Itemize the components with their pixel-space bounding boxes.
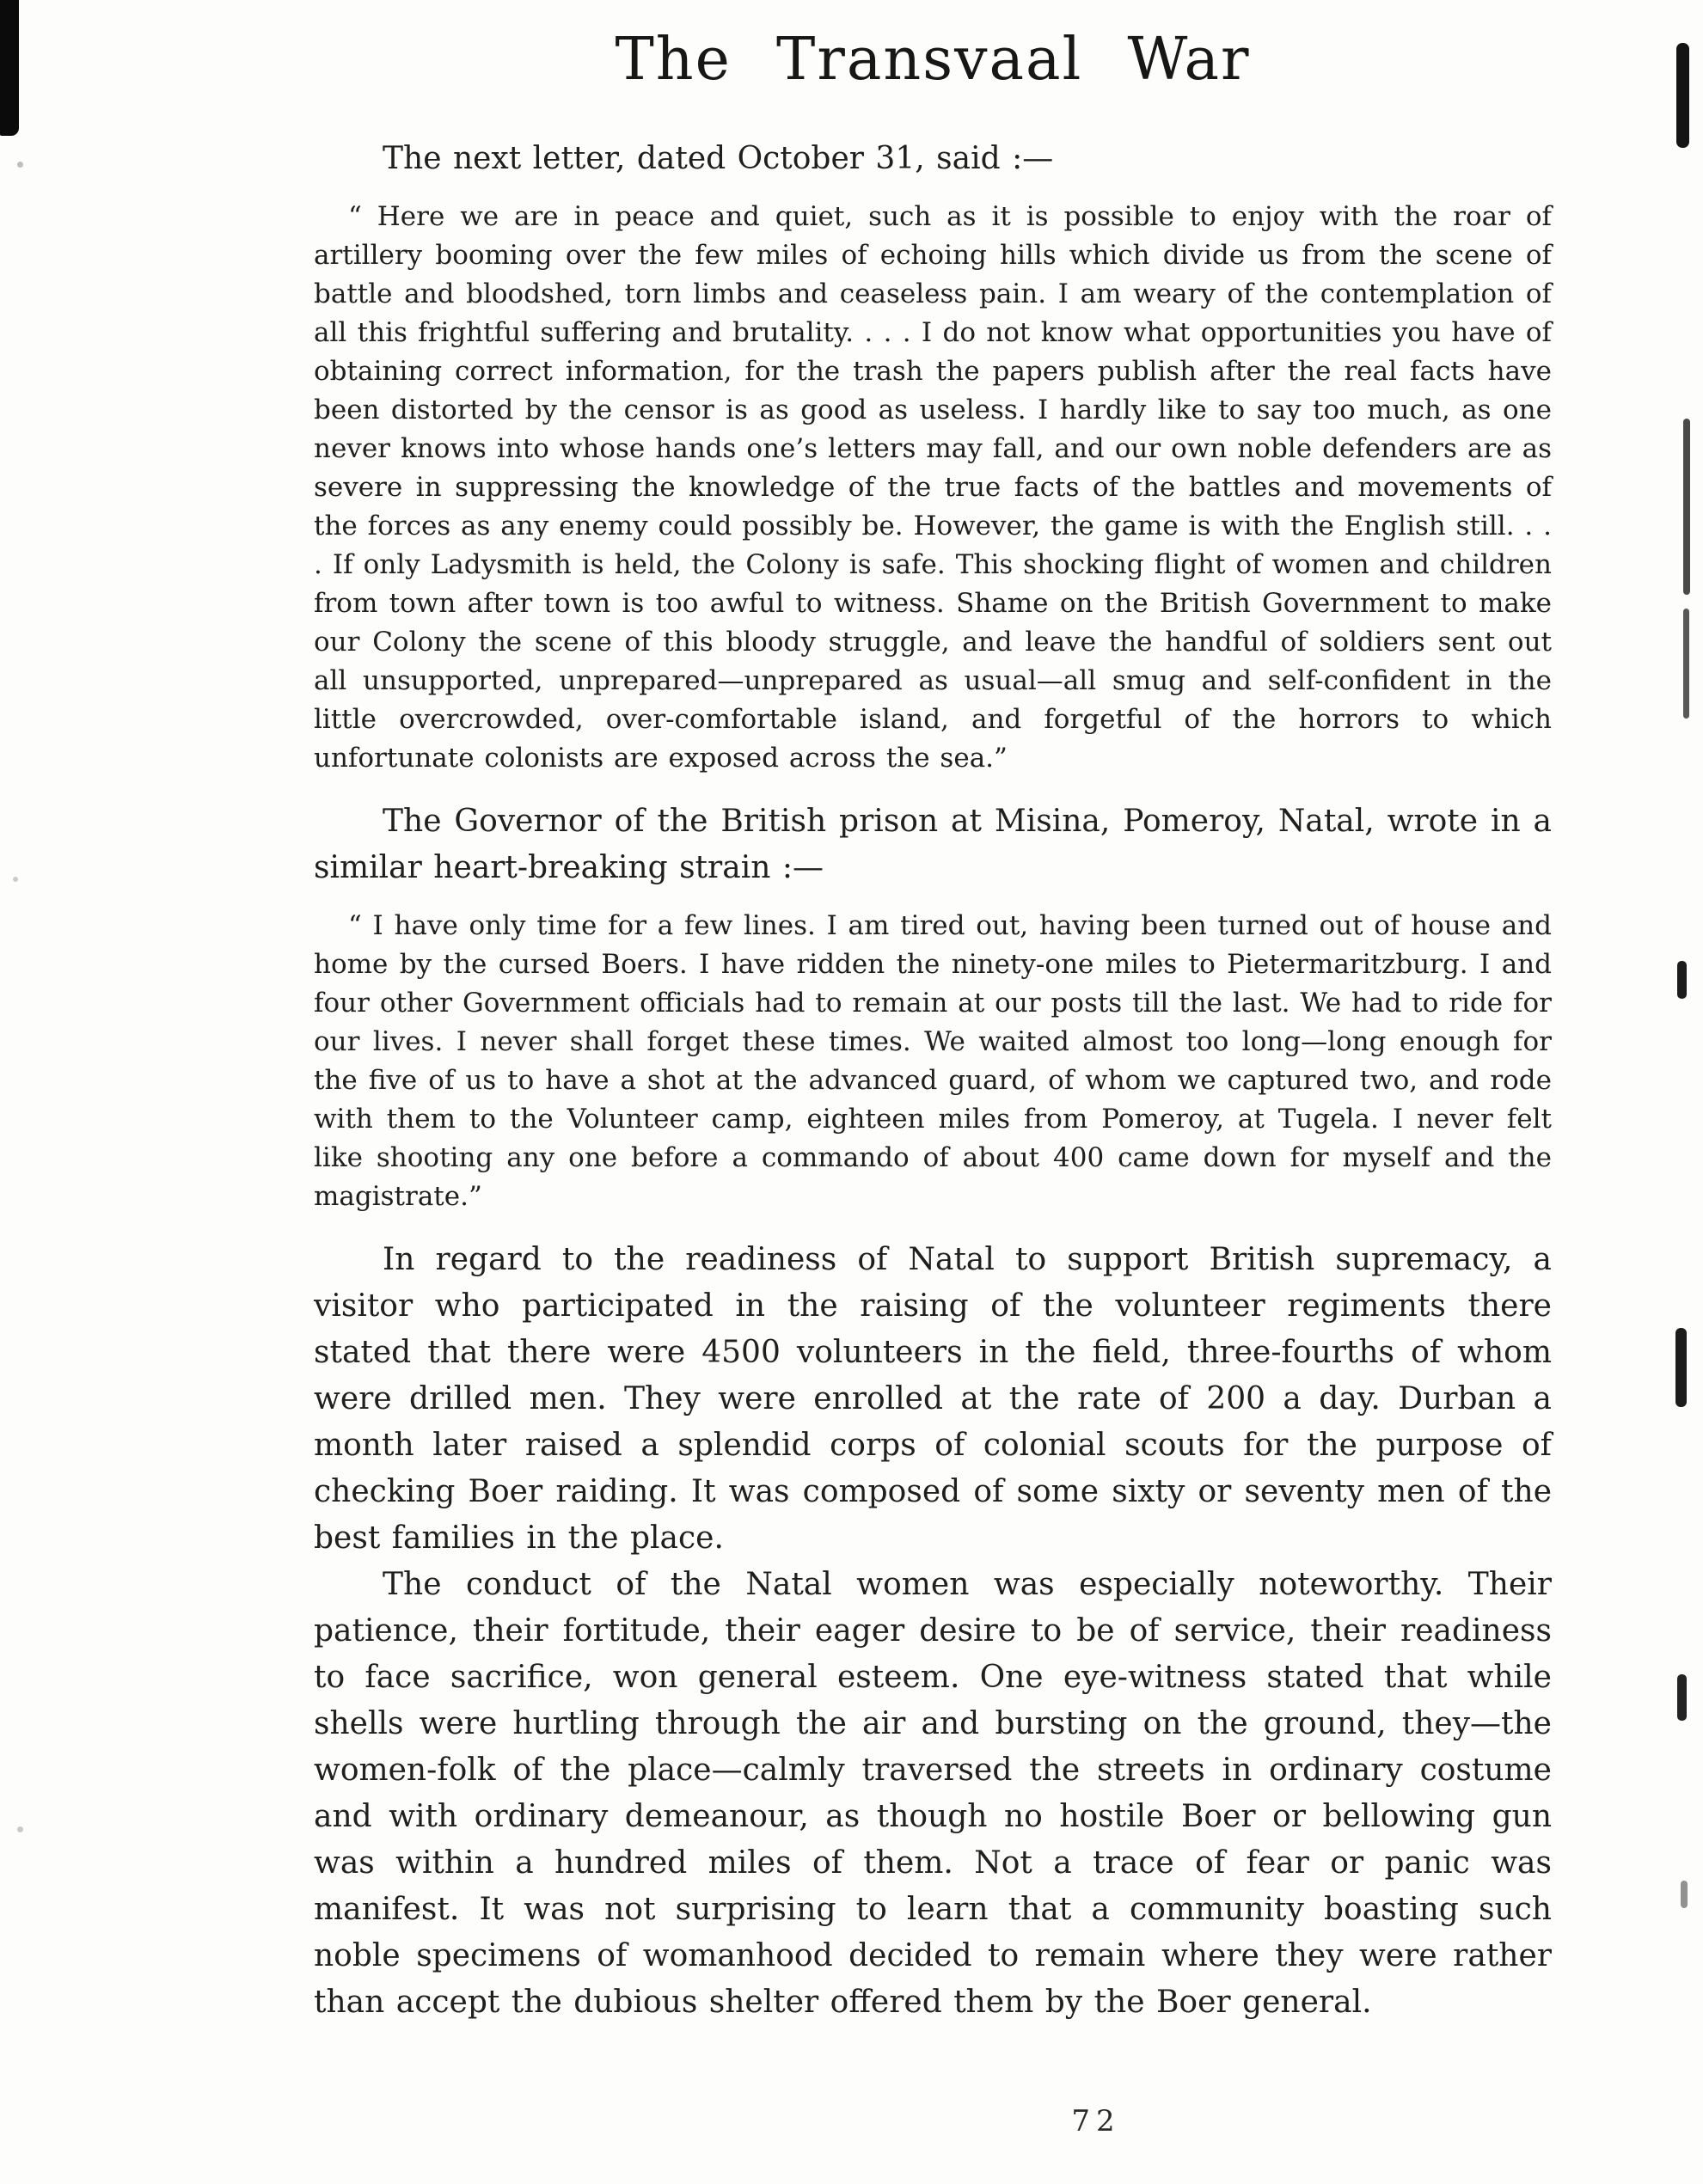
scan-artifact-right-edge (1683, 419, 1690, 595)
scan-artifact-left-bar (0, 0, 19, 136)
paragraph-natal-women: The conduct of the Natal women was especially noteworthy. Their patience, their fortitude, their eager desire to be of service, their readiness to face sacrifice, won general esteem. One eye-witness stated that while shells were hurtling through the air and bursting on the ground, they—the women-folk of the place—calmly traversed the streets in ordinary costume and with ordinary demeanour, as though no hostile Boer or bellowing gun was within a hundred miles of them. Not a trace of fear or panic was manifest. It was not surprising to learn that a community boasting such noble specimens of womanhood decided to remain where they were rather than accept the dubious shelter offered them by the Boer general. (314, 1567, 1552, 2020)
scan-artifact-speck (17, 162, 23, 168)
paragraph-intro-letter: The next letter, dated October 31, said :— (383, 141, 1054, 176)
scan-artifact-right-edge (1681, 1881, 1688, 1908)
letter-excerpt-governor: “ I have only time for a few lines. I am tired out, having been turned out of house and home by the cursed Boers. I have ridden the ninety-one miles to Pietermaritzburg. I and four other Government officials had to remain at our posts till the last. We had to ride for our lives. I never shall forget these times. We waited almost too long—long enough for the five of us to have a shot at the advanced guard, of whom we captured two, and rode with them to the Volunteer camp, eighteen miles from Pomeroy, at Tugela. I never felt like shooting any one before a commando of about 400 came down for myself and the magistrate.” (314, 910, 1552, 1212)
scan-artifact-speck (13, 877, 18, 882)
letter-excerpt-october-31: “ Here we are in peace and quiet, such as it is possible to enjoy with the roar of artillery booming over the few miles of echoing hills which divide us from the scene of battle and bloodshed, torn limbs and ceaseless pain. I am weary of the contemplation of all this frightful suffering and brutality. . . . I do not know what opportunities you have of obtaining correct information, for the trash the papers publish after the real facts have been distorted by the censor is as good as useless. I hardly like to say too much, as one never knows into whose hands one’s letters may fall, and our own noble defenders are as severe in suppressing the knowledge of the true facts of the battles and movements of the forces as any enemy could possibly be. However, the game is with the English still. . . . If only Ladysmith is held, the Colony is safe. This shocking flight of women and children from town after town is too awful to witness. Shame on the British Government to make our Colony the scene of this bloody struggle, and leave the handful of soldiers sent out all unsupported, unprepared—unprepared as usual—all smug and self-confident in the little overcrowded, over-comfortable island, and forgetful of the horrors to which unfortunate colonists are exposed across the sea.” (314, 201, 1552, 774)
scan-artifact-speck (17, 1826, 23, 1832)
scan-artifact-right-edge (1683, 609, 1689, 719)
chapter-title: The Transvaal War (615, 26, 1251, 94)
paragraph-governor-intro: The Governor of the British prison at Misina, Pomeroy, Natal, wrote in a similar heart-breaking strain :— (314, 804, 1552, 885)
page-content (314, 24, 1552, 2026)
page-number: 72 (1071, 2104, 1121, 2138)
scan-artifact-right-edge (1676, 43, 1689, 148)
scan-artifact-right-edge (1677, 1674, 1687, 1721)
scan-artifact-right-edge (1677, 961, 1687, 999)
paragraph-natal-readiness: In regard to the readiness of Natal to support British supremacy, a visitor who participated in the raising of the volunteer regiments there stated that there were 4500 volunteers in the field, three-fourths of whom were drilled men. They were enrolled at the rate of 200 a day. Durban a month later raised a splendid corps of colonial scouts for the purpose of checking Boer raiding. It was composed of some sixty or seventy men of the best families in the place. (314, 1242, 1552, 1556)
scan-artifact-right-edge (1675, 1328, 1687, 1407)
